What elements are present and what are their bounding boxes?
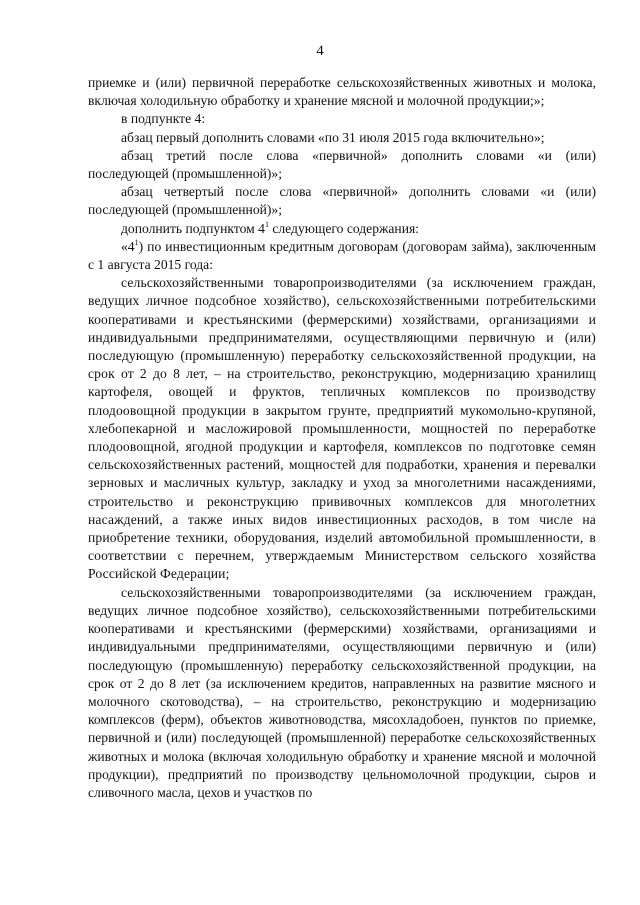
paragraph: абзац третий после слова «первичной» дополнить словами «и (или) последующей (промышленной)»; [88, 147, 596, 182]
paragraph [88, 238, 596, 274]
paragraph: абзац четвертый после слова «первичной» дополнить словами «и (или) последующей (промышленной)»; [88, 184, 596, 218]
paragraph: сельскохозяйственными товаропроизводителями (за исключением граждан, ведущих личное подсобное хозяйство), сельскохозяйственными потребительскими кооперативами и крестьянскими (фермерскими) хозяйствами, организациями и индивидуальными предпринимателями, осуществляющими первичную и (или) последующую (промышленную) переработку сельскохозяйственной продукции, на срок от 2 до 8 лет, – на строительство, реконструкцию, модернизацию хранилищ картофеля, овощей и фруктов, тепличных комплексов по производству плодоовощной продукции в закрытом грунте, предприятий мукомольно-крупяной, хлебопекарной и масложировой промышленности, мощностей по переработке плодоовощной, ягодной продукции и картофеля, комплексов по подготовке семян сельскохозяйственных растений, мощностей для подработки, хранения и перевалки зерновых и масличных культур, закладку и уход за многолетними насаждениями, строительство и реконструкцию прививочных комплексов для многолетних насаждений, а также иных видов инвестиционных расходов, в том числе на приобретение техники, оборудования, изделий автомобильной промышленности, в соответствии с перечнем, утверждаемым Министерством сельского хозяйства Российской Федерации; [88, 275, 596, 582]
paragraph: приемке и (или) первичной переработке сельскохозяйственных животных и молока, включая холодильную обработку и хранение мясной и молочной продукции;»; [88, 75, 596, 109]
document-body [88, 74, 596, 802]
page-number: 4 [316, 43, 324, 59]
paragraph: абзац первый дополнить словами «по 31 июля 2015 года включительно»; [121, 129, 545, 145]
paragraph: в подпункте 4: [121, 111, 206, 127]
paragraph-text: дополнить подпунктом 4 [121, 220, 265, 236]
paragraph-text: «4 [121, 238, 135, 254]
paragraph: сельскохозяйственными товаропроизводителями (за исключением граждан, ведущих личное подсобное хозяйство), сельскохозяйственными потребительскими кооперативами и крестьянскими (фермерскими) хозяйствами, организациями и индивидуальными предпринимателями, осуществляющими первичную и (или) последующую (промышленную) переработку сельскохозяйственной продукции, на срок от 2 до 8 лет (за исключением кредитов, направленных на развитие мясного и молочного скотоводства), – на строительство, реконструкцию и модернизацию комплексов (ферм), объектов животноводства, мясохладобоен, пунктов по приемке, первичной и (или) последующей (промышленной) переработке сельскохозяйственных животных и молока (включая холодильную обработку и хранение мясной и молочной продукции), предприятий по производству цельномолочной продукции, сыров и сливочного масла, цехов и участков по [88, 584, 596, 800]
superscript: 1 [264, 219, 269, 229]
superscript: 1 [134, 237, 139, 247]
paragraph-text: следующего содержания: [268, 220, 420, 236]
paragraph-text: ) по инвестиционным кредитным договорам (договорам займа), заключенным с 1 августа 2015 года: [88, 238, 596, 273]
paragraph [88, 220, 596, 238]
